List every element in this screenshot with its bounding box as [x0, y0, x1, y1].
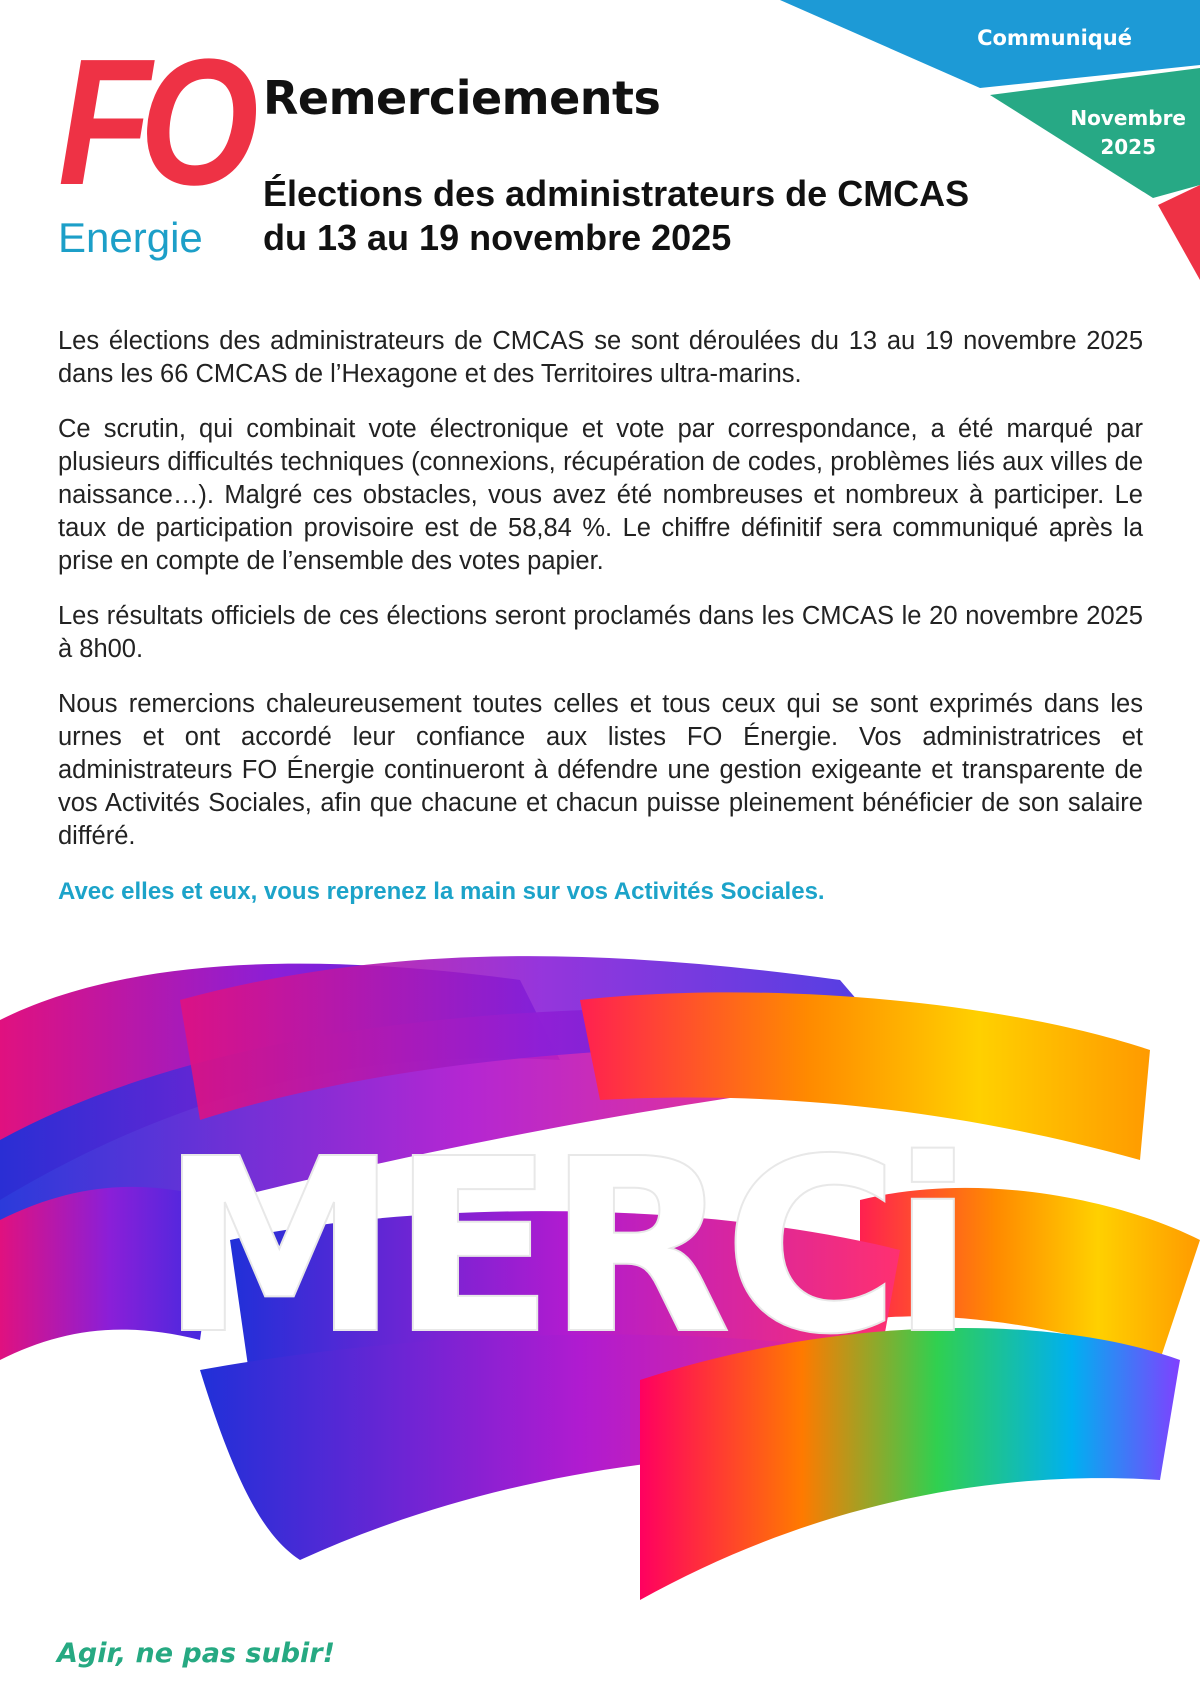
paragraph: Les résultats officiels de ces élections seront proclamés dans les CMCAS le 20 novembre 2025 à 8h00.: [58, 602, 1143, 663]
fo-logo: FO: [58, 22, 247, 223]
date-badge: [1070, 104, 1186, 162]
merci-illustration: [0, 940, 1200, 1630]
subtitle-line: Élections des administrateurs de CMCAS: [263, 173, 970, 214]
paragraph: Ce scrutin, qui combinait vote électronique et vote par correspondance, a été marqué par plusieurs difficultés techniques (connexions, récupération de codes, problèmes liés aux villes de naissance…). Malgré ces obstacles, vous avez été nombreuses et nombreux à participer. Le taux de participation provisoire est de 58,84 %. Le chiffre définitif sera communiqué après la prise en compte de l’ensemble des votes papier.: [58, 415, 1143, 575]
energie-logo-text: Energie: [58, 214, 203, 261]
paragraph: Nous remercions chaleureusement toutes celles et tous ceux qui se sont exprimés dans les urnes et ont accordé leur confiance aux listes FO Énergie. Vos administratrices et administrateurs FO Énergie continueront à défendre une gestion exigeante et transparente de vos Activités Sociales, afin que chacune et chacun puisse pleinement bénéficier de son salaire différé.: [58, 690, 1143, 850]
footer-tagline: Agir, ne pas subir!: [57, 1638, 335, 1669]
page-title: Remerciements: [263, 71, 661, 125]
closing-statement: Avec elles et eux, vous reprenez la main sur vos Activités Sociales.: [58, 878, 825, 905]
paragraph: Les élections des administrateurs de CMCAS se sont déroulées du 13 au 19 novembre 2025 dans les 66 CMCAS de l’Hexagone et des Territoires ultra-marins.: [58, 327, 1143, 388]
merci-word: MERCi: [160, 1107, 966, 1387]
subtitle-line: du 13 au 19 novembre 2025: [263, 217, 732, 258]
page-subtitle: [263, 172, 1083, 260]
body-text: [58, 325, 1143, 930]
badge-month: Novembre: [1070, 106, 1186, 130]
badge-year: 2025: [1100, 135, 1156, 159]
communique-badge: Communiqué: [977, 26, 1132, 50]
